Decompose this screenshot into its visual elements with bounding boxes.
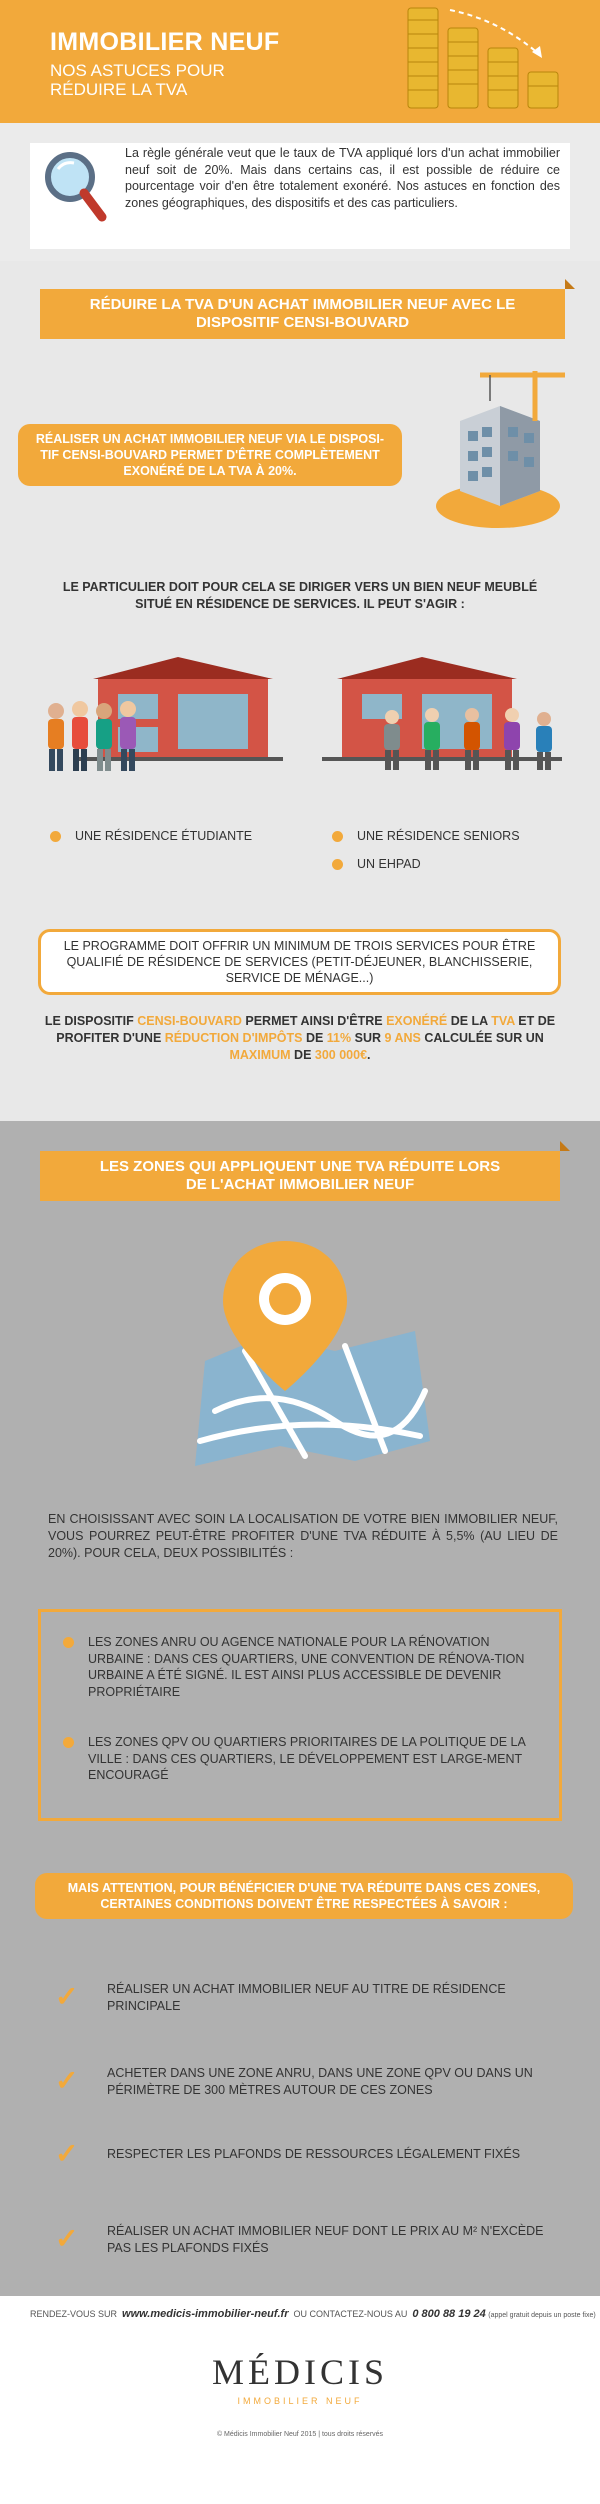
banner-line-2: DISPOSITIF CENSI-BOUVARD bbox=[195, 314, 410, 331]
intro-text: La règle générale veut que le taux de TVA appliqué lors d'un achat immobilier neuf soit de 20%. Mais dans certains cas, il est possible de réduire ce pourcentage voir d'en être totalement exonéré. Nos astuces en fonction des zones géographiques, des dispositifs et des cas particuliers. bbox=[125, 146, 560, 210]
summary-highlight: 300 000€ bbox=[314, 1048, 368, 1062]
summary-highlight: 11% bbox=[326, 1031, 352, 1045]
condition-text: RÉALISER UN ACHAT IMMOBILIER NEUF DONT LE PRIX AU M² N'EXCÈDE PAS LES PLAFONDS FIXÉS bbox=[107, 2224, 544, 2255]
footer bbox=[0, 2296, 600, 2504]
phone-note: (appel gratuit depuis un poste fixe) bbox=[488, 2312, 596, 2319]
checkmark-icon: ✓ bbox=[55, 2223, 79, 2255]
bullet-ehpad: UN EHPAD bbox=[357, 857, 421, 871]
summary-text: SUR bbox=[351, 1031, 385, 1045]
summary-highlight: CENSI-BOUVARD bbox=[137, 1014, 242, 1028]
summary-text: CALCULÉE SUR UN bbox=[420, 1031, 544, 1045]
senior-residence-illustration bbox=[322, 649, 570, 779]
conditions-warning bbox=[35, 1873, 573, 1919]
contact-label: OU CONTACTEZ-NOUS AU bbox=[293, 2309, 408, 2319]
condition-text: RESPECTER LES PLAFONDS DE RESSOURCES LÉGALEMENT FIXÉS bbox=[107, 2147, 521, 2161]
contact-line bbox=[30, 2308, 596, 2320]
list-item bbox=[55, 1981, 555, 2014]
student-bullets bbox=[50, 829, 252, 857]
zones-banner bbox=[40, 1151, 560, 1201]
list-item bbox=[55, 2138, 555, 2169]
para-line-2: SITUÉ EN RÉSIDENCE DE SERVICES. IL PEUT S'AGIR : bbox=[135, 597, 465, 611]
checkmark-icon: ✓ bbox=[55, 2138, 79, 2169]
construction-building-icon bbox=[420, 361, 570, 531]
summary-text: PERMET AINSI D'ÊTRE bbox=[241, 1014, 387, 1028]
bullet-student-residence: UNE RÉSIDENCE ÉTUDIANTE bbox=[75, 829, 253, 843]
callout-line-1: RÉALISER UN ACHAT IMMOBILIER NEUF VIA LE DISPOSI- bbox=[35, 432, 385, 446]
website-link[interactable]: www.medicis-immobilier-neuf.fr bbox=[122, 2308, 289, 2320]
summary-highlight: 9 ANS bbox=[384, 1031, 421, 1045]
medicis-logo: MÉDICIS bbox=[211, 2352, 388, 2392]
magnifier-icon bbox=[40, 149, 110, 229]
banner-line-1: LES ZONES QUI APPLIQUENT UNE TVA RÉDUITE LORS bbox=[99, 1158, 501, 1175]
list-item bbox=[50, 829, 252, 843]
zones-intro-text: EN CHOISISSANT AVEC SOIN LA LOCALISATION DE VOTRE BIEN IMMOBILIER NEUF, VOUS POURREZ PEUT-ÊTRE PROFITER D'UNE TVA RÉDUITE À 5,5% (AU LIEU DE 20%). POUR CELA, DEUX POSSIBILITÉS : bbox=[48, 1512, 558, 1560]
student-residence-illustration bbox=[38, 649, 286, 779]
bullet-dot bbox=[332, 859, 343, 870]
summary-highlight: EXONÉRÉ bbox=[386, 1014, 448, 1028]
bullet-dot bbox=[332, 831, 343, 842]
framed-line-1: LE PROGRAMME DOIT OFFRIR UN MINIMUM DE TROIS SERVICES POUR ÊTRE bbox=[63, 939, 536, 953]
condition-text: RÉALISER UN ACHAT IMMOBILIER NEUF AU TITRE DE RÉSIDENCE PRINCIPALE bbox=[107, 1982, 506, 2013]
phone-number[interactable]: 0 800 88 19 24 bbox=[412, 2308, 486, 2320]
visit-label: RENDEZ-VOUS SUR bbox=[30, 2309, 118, 2319]
list-item bbox=[332, 857, 520, 871]
logo-tagline: IMMOBILIER NEUF bbox=[237, 2396, 363, 2406]
reduced-vat-zones-section bbox=[0, 1121, 600, 2296]
senior-bullets bbox=[332, 829, 520, 885]
summary-text: DE bbox=[290, 1048, 315, 1062]
summary-highlight: RÉDUCTION D'IMPÔTS bbox=[164, 1031, 303, 1045]
main-title: IMMOBILIER NEUF bbox=[50, 28, 280, 56]
summary-text: DE LA bbox=[447, 1014, 492, 1028]
warning-line-1: MAIS ATTENTION, POUR BÉNÉFICIER D'UNE TVA RÉDUITE DANS CES ZONES, bbox=[67, 1881, 541, 1895]
list-item bbox=[55, 2223, 555, 2256]
banner-fold bbox=[565, 279, 575, 289]
zone-anru-text: LES ZONES ANRU OU AGENCE NATIONALE POUR LA RÉNOVATION URBAINE : DANS CES QUARTIERS, UNE CONVENTION DE RÉNOVA-TION URBAINE A ÉTÉ SIGNÉ. IL EST AINSI PLUS ACCESSIBLE DE DEVENIR PROPRIÉTAIRE bbox=[88, 1635, 525, 1699]
list-item bbox=[63, 1734, 533, 1784]
callout-line-2: TIF CENSI-BOUVARD PERMET D'ÊTRE COMPLÈTEMENT bbox=[40, 448, 380, 462]
list-item bbox=[55, 2065, 555, 2098]
list-item bbox=[332, 829, 520, 843]
summary-text: LE DISPOSITIF bbox=[44, 1014, 138, 1028]
list-item bbox=[63, 1634, 533, 1700]
summary-highlight: MAXIMUM bbox=[229, 1048, 291, 1062]
service-residence-text bbox=[40, 579, 560, 613]
framed-line-2: QUALIFIÉ DE RÉSIDENCE DE SERVICES (PETIT-DÉJEUNER, BLANCHISSERIE, bbox=[66, 955, 533, 969]
subtitle-line-2: RÉDUIRE LA TVA bbox=[50, 80, 188, 99]
callout-line-3: EXONÉRÉ DE LA TVA À 20%. bbox=[123, 464, 297, 478]
intro-section bbox=[0, 123, 600, 261]
services-requirement-box bbox=[38, 929, 561, 995]
censi-bouvard-section bbox=[0, 261, 600, 1121]
checkmark-icon: ✓ bbox=[55, 2065, 79, 2097]
coin-stacks-icon bbox=[390, 0, 580, 123]
bullet-senior-residence: UNE RÉSIDENCE SENIORS bbox=[357, 829, 520, 843]
banner-line-2: DE L'ACHAT IMMOBILIER NEUF bbox=[185, 1176, 415, 1193]
banner-line-1: RÉDUIRE LA TVA D'UN ACHAT IMMOBILIER NEUF AVEC LE bbox=[89, 296, 516, 313]
summary-text: . bbox=[367, 1048, 371, 1062]
bullet-dot bbox=[63, 1637, 74, 1648]
zones-list-box bbox=[38, 1609, 562, 1821]
bullet-dot bbox=[63, 1737, 74, 1748]
warning-line-2: CERTAINES CONDITIONS DOIVENT ÊTRE RESPECTÉES À SAVOIR : bbox=[100, 1897, 508, 1911]
framed-line-3: SERVICE DE MÉNAGE...) bbox=[225, 971, 374, 985]
summary-text: DE bbox=[302, 1031, 327, 1045]
zone-qpv-text: LES ZONES QPV OU QUARTIERS PRIORITAIRES DE LA POLITIQUE DE LA VILLE : DANS CES QUARTIERS, LE DÉVELOPPEMENT EST LARGE-MENT ENCOURAGÉ bbox=[88, 1735, 526, 1782]
header bbox=[0, 0, 600, 123]
bullet-dot bbox=[50, 831, 61, 842]
censi-bouvard-summary bbox=[35, 1013, 565, 1064]
copyright: © Médicis Immobilier Neuf 2015 | tous droits réservés bbox=[216, 2431, 384, 2438]
banner-fold bbox=[560, 1141, 570, 1151]
exoneration-callout bbox=[18, 424, 402, 486]
map-pin-icon bbox=[185, 1241, 435, 1471]
summary-text: ET DE PROFITER D'UNE bbox=[56, 1014, 556, 1045]
checkmark-icon: ✓ bbox=[55, 1981, 79, 2013]
censi-bouvard-banner bbox=[40, 289, 565, 339]
para-line-1: LE PARTICULIER DOIT POUR CELA SE DIRIGER VERS UN BIEN NEUF MEUBLÉ bbox=[62, 580, 538, 594]
condition-text: ACHETER DANS UNE ZONE ANRU, DANS UNE ZONE QPV OU DANS UN PÉRIMÈTRE DE 300 MÈTRES AUTOUR DE CES ZONES bbox=[107, 2066, 533, 2097]
summary-highlight: TVA bbox=[491, 1014, 515, 1028]
subtitle-line-1: NOS ASTUCES POUR bbox=[50, 61, 225, 80]
